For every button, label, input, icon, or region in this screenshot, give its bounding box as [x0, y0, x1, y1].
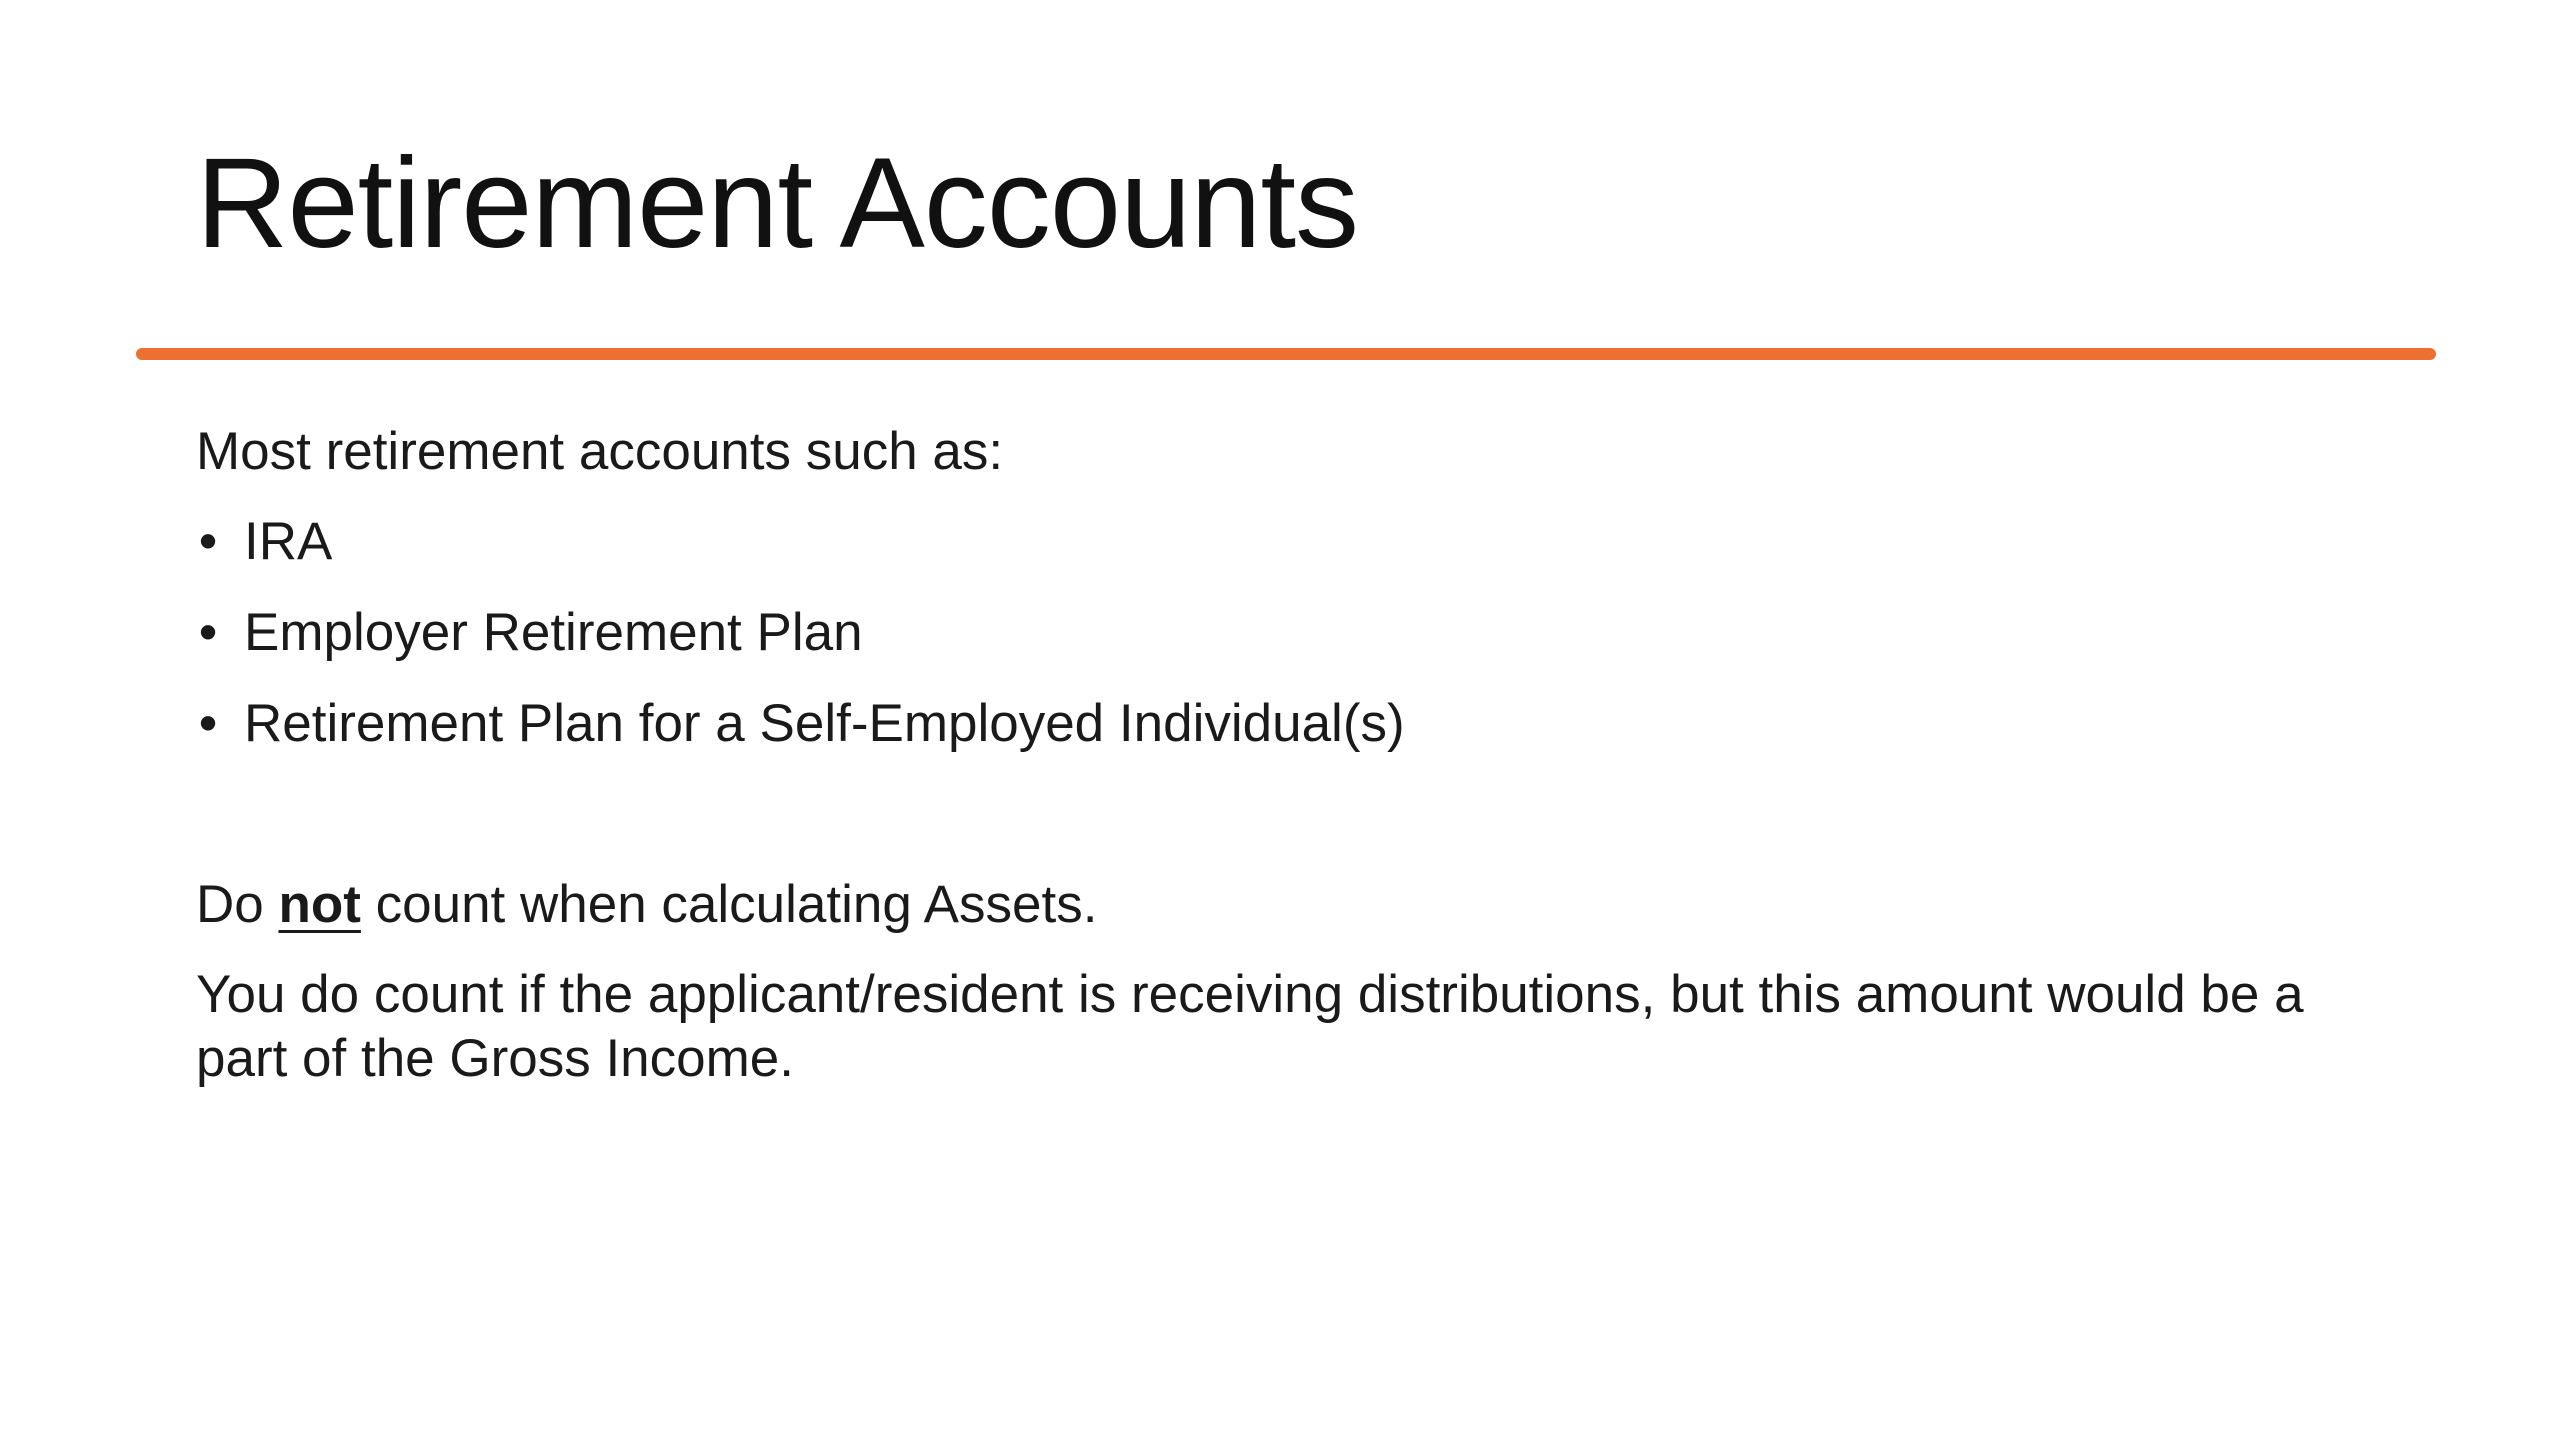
title-underline-rule: [136, 348, 2436, 360]
list-item-label: Employer Retirement Plan: [244, 603, 863, 662]
asset-note: [196, 873, 2396, 937]
slide-body: [196, 420, 2396, 1117]
account-type-list: [196, 510, 2396, 756]
asset-note-emphasis: not: [278, 875, 361, 934]
asset-note-prefix: Do: [196, 875, 279, 934]
intro-text: Most retirement accounts such as:: [196, 422, 1004, 481]
list-item-label: Retirement Plan for a Self-Employed Individual(s): [244, 694, 1405, 753]
bullet-icon: •: [198, 603, 218, 662]
slide-title: Retirement Accounts: [196, 132, 1358, 275]
list-item-label: IRA: [244, 512, 333, 571]
bullet-icon: •: [198, 512, 218, 571]
bullet-icon: •: [198, 694, 218, 753]
list-item: [196, 510, 2396, 574]
list-item: [196, 692, 2396, 756]
paragraph-spacer: [196, 783, 2396, 873]
asset-note-suffix: count when calculating Assets.: [360, 875, 1098, 934]
list-item: [196, 601, 2396, 665]
distribution-detail: You do count if the applicant/resident is receiving distributions, but this amount would be a part of the Gross Income.: [196, 965, 2304, 1088]
